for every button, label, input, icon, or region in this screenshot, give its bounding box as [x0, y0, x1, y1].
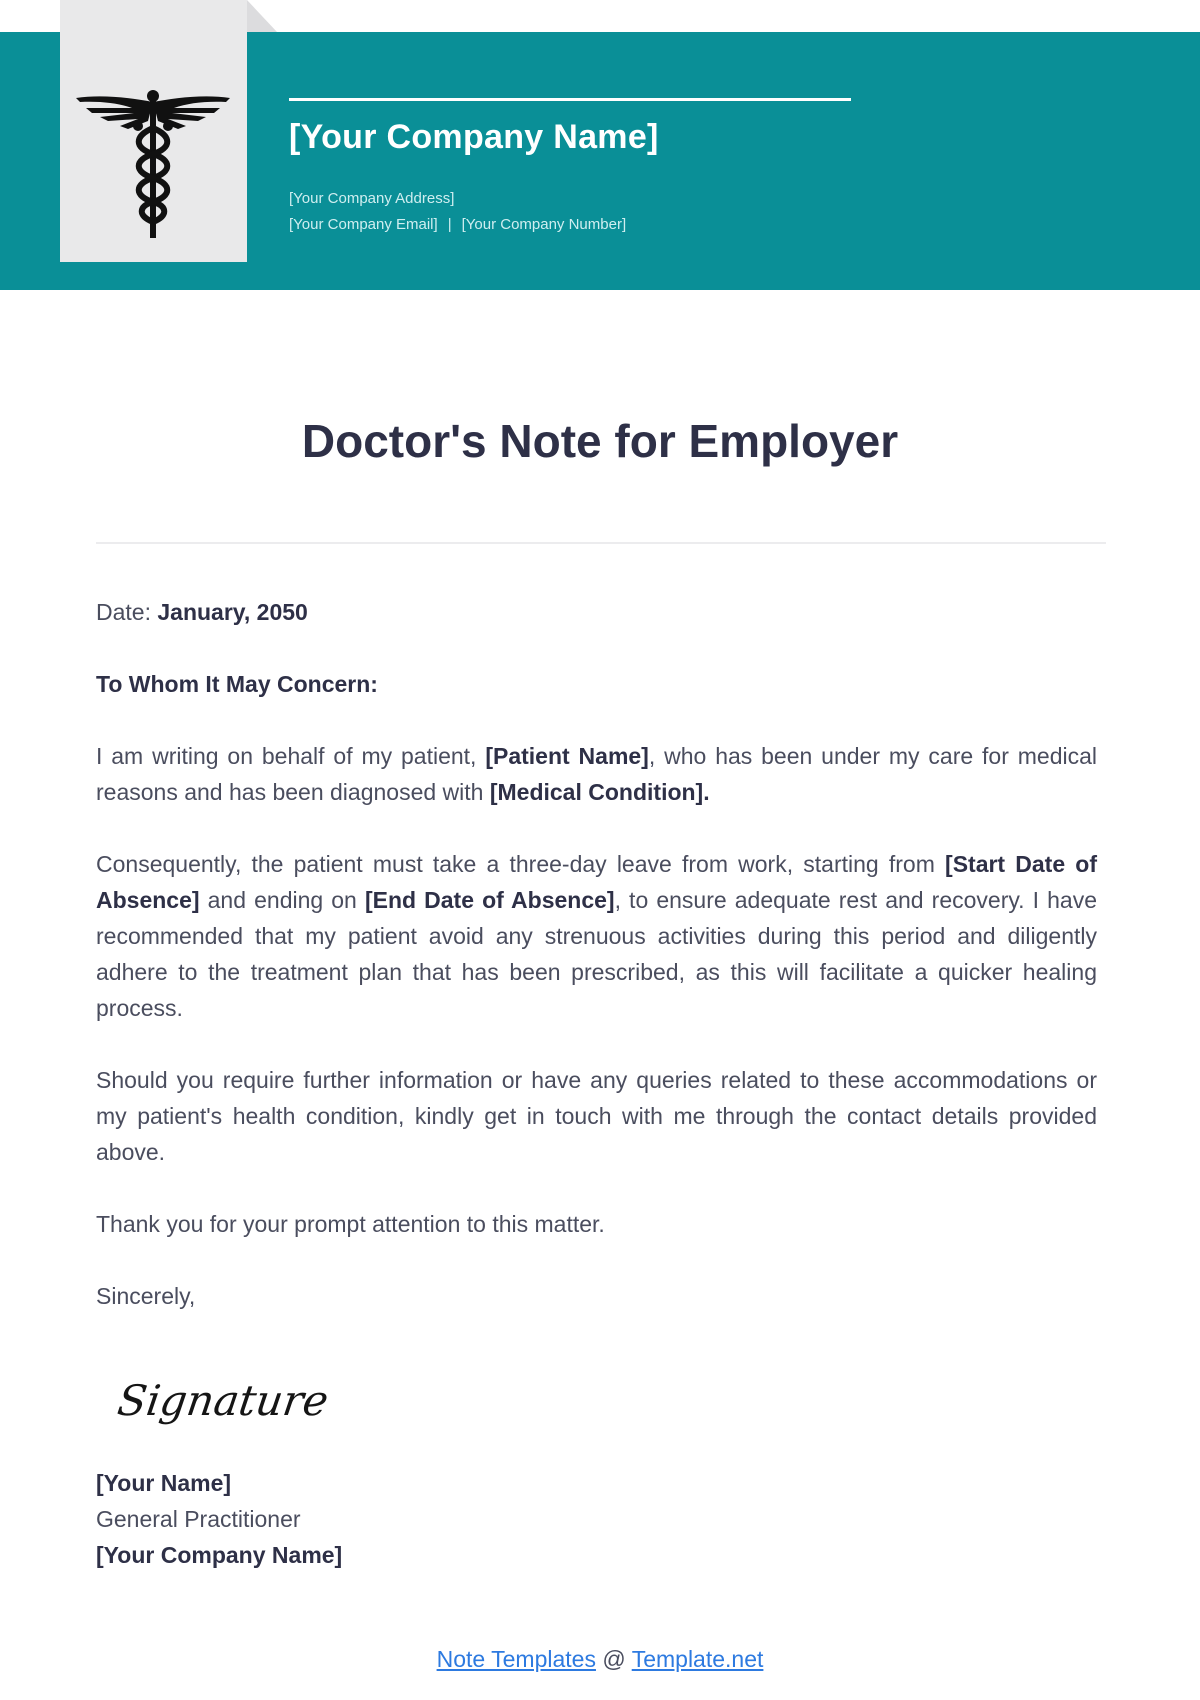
- date-line: [96, 594, 1097, 630]
- p2-text-a: Consequently, the patient must take a three-day leave from work, starting from: [96, 851, 935, 877]
- title-divider: [96, 542, 1106, 544]
- salutation: [96, 666, 1097, 702]
- signer-title: General Practitioner: [96, 1506, 301, 1532]
- company-number: [Your Company Number]: [461, 216, 627, 233]
- footer-at: @: [602, 1646, 626, 1672]
- p1-text-b: , who has been under my care for medical reasons and has been diagnosed with: [96, 743, 1097, 805]
- paragraph-leave: [96, 846, 1097, 1026]
- paragraph-contact: Should you require further information or have any queries related to these accommodations or my patient's health condition, kindly get in touch with me through the contact details provided above.: [96, 1067, 1097, 1165]
- medical-condition: [Medical Condition].: [489, 779, 710, 805]
- date-label: Date:: [96, 599, 151, 625]
- signer-company: [Your Company Name]: [96, 1542, 343, 1568]
- page-fold-corner: [247, 0, 277, 32]
- header-rule: [289, 98, 851, 101]
- paragraph-thanks: Thank you for your prompt attention to this matter.: [96, 1211, 605, 1237]
- company-contact: [289, 216, 626, 233]
- p2-text-c: , to ensure adequate rest and recovery. I have recommended that my patient avoid any strenuous activities during this period and diligently adhere to the treatment plan that has been prescribed, as this will facilitate a quicker healing process.: [96, 887, 1097, 1021]
- date-value: January, 2050: [157, 599, 308, 625]
- salutation-text: To Whom It May Concern:: [96, 671, 378, 697]
- letter-body: [96, 594, 1097, 1350]
- end-date: [End Date of Absence]: [364, 887, 615, 913]
- signoff-block: [96, 1465, 342, 1573]
- p1-text-a: I am writing on behalf of my patient,: [96, 743, 477, 769]
- closing: Sincerely,: [96, 1283, 196, 1309]
- company-name: [Your Company Name]: [289, 118, 659, 156]
- page-title: Doctor's Note for Employer: [301, 415, 899, 467]
- template-net-link[interactable]: Template.net: [631, 1646, 764, 1672]
- signer-name: [Your Name]: [96, 1470, 232, 1496]
- p2-text-b: and ending on: [207, 887, 357, 913]
- paragraph-diagnosis: [96, 738, 1097, 810]
- company-email: [Your Company Email]: [289, 216, 438, 233]
- signature-image: Signature: [114, 1376, 332, 1425]
- patient-name: [Patient Name]: [485, 743, 649, 769]
- contact-separator: |: [447, 216, 452, 233]
- caduceus-icon: [72, 88, 234, 244]
- note-templates-link[interactable]: Note Templates: [436, 1646, 596, 1672]
- start-date: [Start Date of Absence]: [96, 851, 1097, 913]
- footer: [0, 1646, 1200, 1673]
- company-address: [Your Company Address]: [289, 190, 455, 207]
